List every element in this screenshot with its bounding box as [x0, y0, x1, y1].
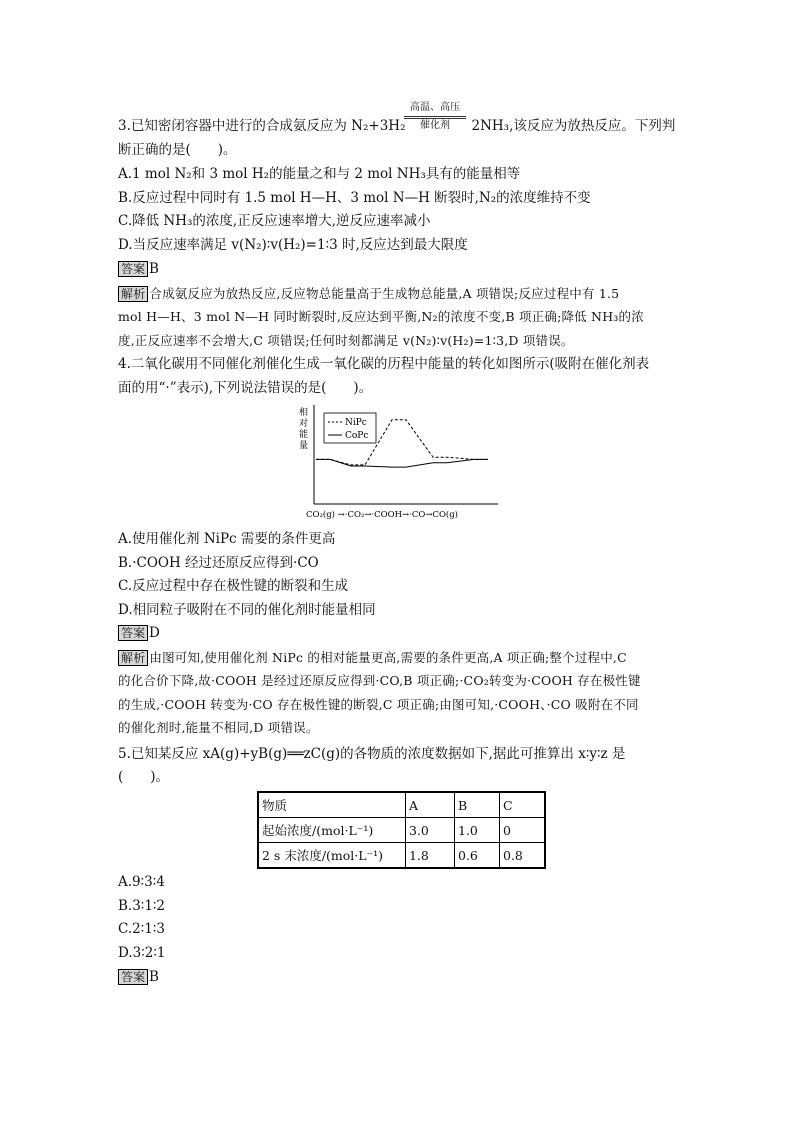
q3-analysis-line1	[118, 285, 619, 303]
q4-option-c: C.反应过程中存在极性键的断裂和生成	[118, 578, 349, 594]
q5-option-c: C.2∶1∶3	[118, 921, 165, 937]
q5-answer	[118, 968, 159, 986]
q4-option-a: A.使用催化剂 NiPc 需要的条件更高	[118, 531, 336, 547]
y-axis-label-char: 能	[299, 430, 309, 440]
q3-option-a: A.1 mol N₂和 3 mol H₂的能量之和与 2 mol NH₃具有的能量相等	[118, 166, 521, 182]
table-cell: 0.8	[500, 843, 546, 869]
q5-option-b: B.3∶1∶2	[118, 898, 166, 914]
q4-analysis-line4: 的催化剂时,能量不相同,D 项错误。	[118, 720, 319, 735]
table-cell: 0	[500, 818, 546, 843]
y-axis-label	[299, 406, 308, 451]
q3-stem-a: 3.已知密闭容器中进行的合成氨反应为 N₂+3H₂	[118, 118, 406, 134]
table-header-cell: 物质	[258, 792, 406, 818]
q3-stem-line2: 断正确的是( )。	[118, 142, 237, 158]
q3-option-b: B.反应过程中同时有 1.5 mol H—H、3 mol N—H 断裂时,N₂的浓度维持不变	[118, 190, 591, 206]
q4-analysis-text1: 由图可知,使用催化剂 NiPc 的相对能量更高,需要的条件更高,A 项正确;整个过程中,C	[149, 650, 627, 665]
answer-tag: 答案	[118, 261, 148, 277]
answer-tag: 答案	[118, 625, 148, 641]
table-header-row	[258, 792, 545, 818]
table-cell: 2 s 末浓度/(mol·L⁻¹)	[258, 843, 406, 869]
concentration-table	[257, 791, 546, 869]
legend-copc-label: CoPc	[345, 431, 369, 441]
analysis-tag: 解析	[118, 650, 148, 666]
q3-stem-line1	[118, 117, 675, 135]
q4-option-d: D.相同粒子吸附在不同的催化剂时能量相同	[118, 602, 376, 618]
table-cell: 0.6	[455, 843, 500, 869]
x-axis-label: CO₂(g) →·CO₂→·COOH→·CO→CO(g)	[306, 510, 458, 520]
y-axis-label-char: 量	[299, 441, 309, 451]
q3-option-d: D.当反应速率满足 v(N₂)∶v(H₂)=1∶3 时,反应达到最大限度	[118, 237, 468, 253]
q5-stem-line2: ( )。	[118, 769, 170, 785]
table-cell: 3.0	[406, 818, 455, 843]
q5-answer-value: B	[149, 969, 159, 985]
q4-stem-line1: 4.二氧化碳用不同催化剂催化生成一氧化碳的历程中能量的转化如图所示(吸附在催化剂表	[118, 356, 650, 372]
analysis-tag: 解析	[118, 286, 148, 302]
q3-analysis-line2: mol H—H、3 mol N—H 同时断裂时,反应达到平衡,N₂的浓度不变,B 项正确;降低 NH₃的浓	[118, 309, 644, 324]
legend-nipc-label: NiPc	[345, 418, 367, 428]
q4-answer	[118, 624, 160, 642]
table-cell: 起始浓度/(mol·L⁻¹)	[258, 818, 406, 843]
answer-tag: 答案	[118, 969, 148, 985]
q4-answer-value: D	[149, 625, 160, 641]
q3-analysis-line3: 度,正反应速率不会增大,C 项错误;任何时刻都满足 v(N₂)∶v(H₂)=1∶3,D 项错误。	[118, 333, 574, 348]
series-line-copc	[316, 459, 488, 467]
q5-stem-line1: 5.已知某反应 xA(g)+yB(g)══zC(g)的各物质的浓度数据如下,据此可推算出 x∶y∶z 是	[118, 746, 626, 762]
q5-option-a: A.9∶3∶4	[118, 874, 165, 890]
q4-analysis-line2: 的化合价下降,故·COOH 是经过还原反应得到·CO,B 项正确;·CO₂转变为·COOH 存在极性键	[118, 673, 641, 688]
reaction-condition-top: 高温、高压	[410, 102, 460, 113]
q5-option-d: D.3∶2∶1	[118, 945, 166, 961]
y-axis-label-char: 对	[299, 419, 309, 429]
table-cell: 1.0	[455, 818, 500, 843]
table-cell: 1.8	[406, 843, 455, 869]
q3-analysis-text1: 合成氨反应为放热反应,反应物总能量高于生成物总能量,A 项错误;反应过程中有 1.5	[149, 286, 620, 301]
table-row	[258, 843, 545, 869]
table-header-cell: C	[500, 792, 546, 818]
q3-answer-value: B	[149, 261, 159, 277]
reaction-condition-bottom: 催化剂	[420, 120, 450, 131]
energy-profile-chart	[290, 403, 505, 523]
q3-stem-b: 2NH₃,该反应为放热反应。下列判	[471, 118, 676, 134]
q4-analysis-line1	[118, 649, 627, 667]
y-axis-label-char: 相	[299, 408, 309, 418]
table-header-cell: B	[455, 792, 500, 818]
q4-option-b: B.·COOH 经过还原反应得到·CO	[118, 555, 319, 571]
q4-stem-line2: 面的用“·”表示),下列说法错误的是( )。	[118, 380, 373, 396]
table-row	[258, 818, 545, 843]
table-header-cell: A	[406, 792, 455, 818]
q3-option-c: C.降低 NH₃的浓度,正反应速率增大,逆反应速率减小	[118, 213, 431, 229]
q3-answer	[118, 260, 159, 278]
q4-analysis-line3: 的生成,·COOH 转变为·CO 存在极性键的断裂,C 项正确;由图可知,·COOH、·CO 吸附在不同	[118, 697, 639, 712]
